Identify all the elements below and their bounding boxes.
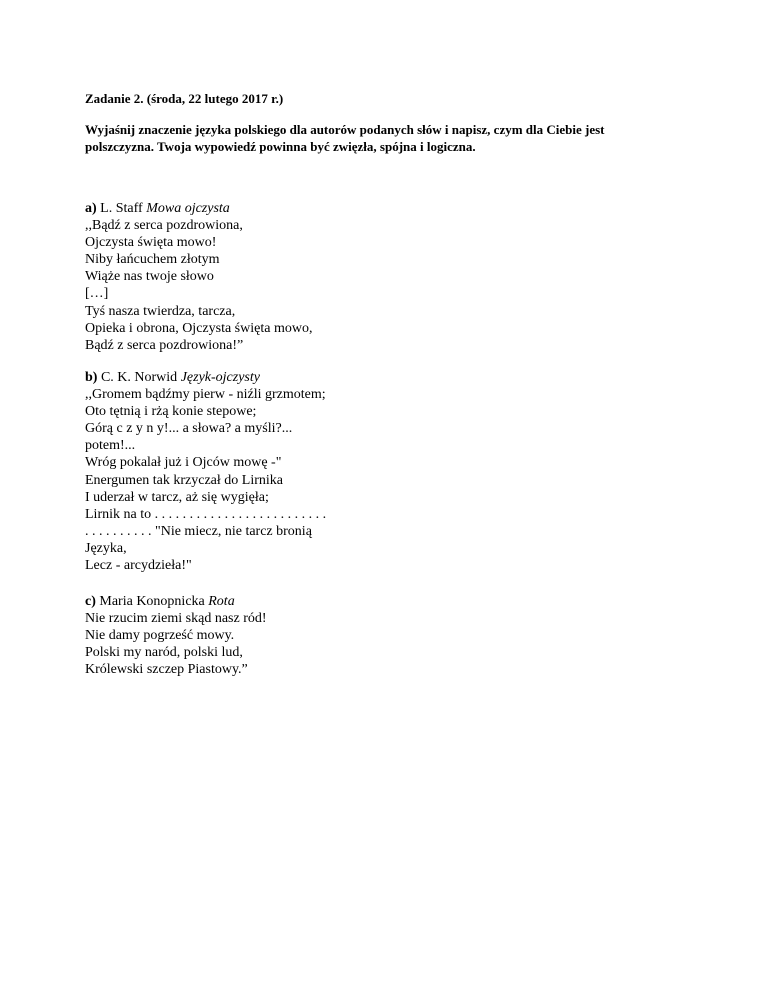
quote-section-b [85, 369, 326, 574]
poem-line: Górą c z y n y!... a słowa? a myśli?... [85, 421, 293, 437]
poem-line: . . . . . . . . . . "Nie miecz, nie tarcz bronią [85, 523, 312, 539]
poem-line: Nie damy pogrześć mowy. [85, 628, 235, 644]
poem-line: Tyś nasza twierdza, tarcza, [85, 303, 236, 319]
poem-line: […] [85, 286, 109, 302]
task-title: Zadanie 2. (środa, 22 lutego 2017 r.) [85, 91, 284, 106]
instruction-line: Wyjaśnij znaczenie języka polskiego dla autorów podanych słów i napisz, czym dla Ciebie jest [85, 122, 605, 137]
section-author: L. Staff [96, 201, 147, 216]
poem-line: Nie rzucim ziemi skąd nasz ród! [85, 611, 267, 627]
poem-line: ,,Gromem bądźmy pierw - niźli grzmotem; [85, 387, 326, 403]
poem-line: Lecz - arcydzieła!" [85, 558, 192, 574]
quote-section-c [85, 593, 267, 678]
poem-line: potem!... [85, 438, 136, 454]
poem-line: Opieka i obrona, Ojczysta święta mowo, [85, 320, 313, 336]
section-heading [85, 200, 312, 217]
poem-line: Bądź z serca pozdrowiona!” [85, 337, 244, 353]
section-letter: c) [85, 594, 96, 609]
poem-line: Wiąże nas twoje słowo [85, 269, 214, 285]
poem-line: Energumen tak krzyczał do Lirnika [85, 472, 283, 488]
section-work-title: Mowa ojczysta [146, 201, 230, 216]
section-heading [85, 593, 267, 610]
poem-line: Wróg pokalał już i Ojców mowę -" [85, 455, 282, 471]
poem-line: Języka, [85, 540, 127, 556]
poem-line: Lirnik na to . . . . . . . . . . . . . . . . . . . . . . . . . [85, 506, 327, 522]
section-work-title: Język-ojczysty [180, 370, 260, 385]
poem-line: ,,Bądź z serca pozdrowiona, [85, 218, 243, 234]
instruction-line: polszczyzna. Twoja wypowiedź powinna być zwięzła, spójna i logiczna. [85, 138, 476, 154]
section-work-title: Rota [208, 594, 235, 609]
task-instruction [85, 122, 715, 155]
poem-line: Polski my naród, polski lud, [85, 645, 243, 661]
section-letter: b) [85, 370, 98, 385]
poem-line: I uderzał w tarcz, aż się wygięła; [85, 489, 269, 505]
poem-line: Oto tętnią i rżą konie stepowe; [85, 404, 257, 420]
section-letter: a) [85, 201, 97, 216]
poem-line: Królewski szczep Piastowy.” [85, 662, 248, 678]
section-author: C. K. Norwid [97, 370, 181, 385]
poem-line: Ojczysta święta mowo! [85, 235, 217, 251]
quote-section-a [85, 200, 312, 354]
section-author: Maria Konopnicka [95, 594, 209, 609]
poem-line: Niby łańcuchem złotym [85, 252, 220, 268]
section-heading [85, 369, 326, 386]
